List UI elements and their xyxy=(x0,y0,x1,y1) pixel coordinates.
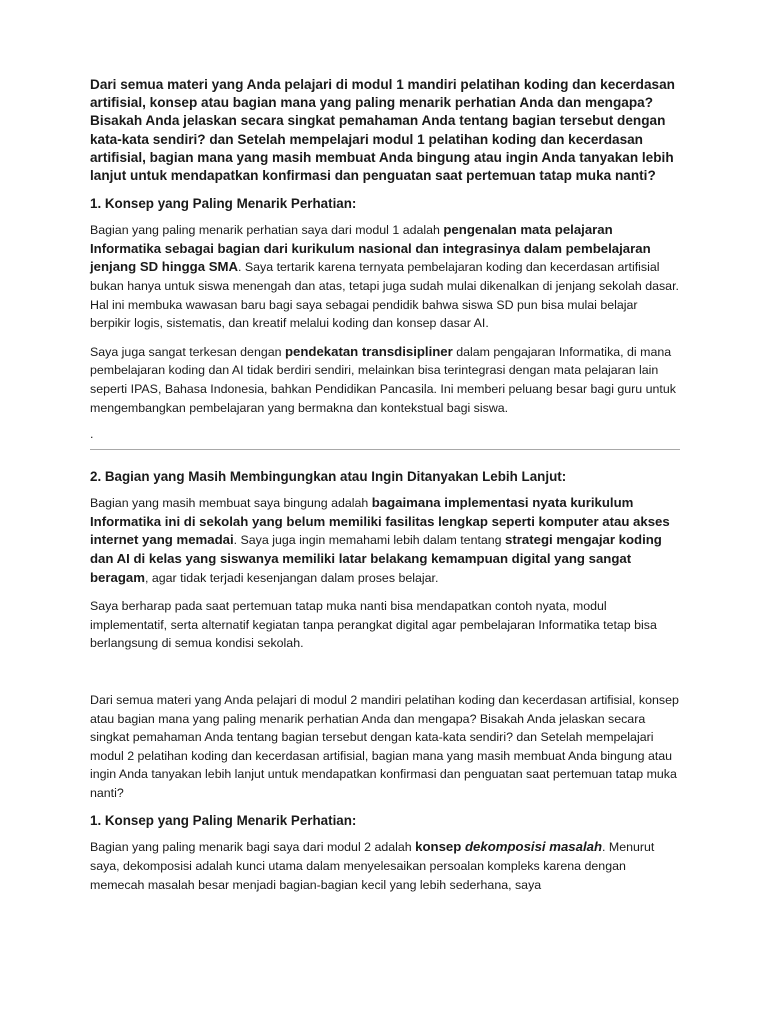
bold-run: pendekatan transdisipliner xyxy=(284,343,453,359)
spacer xyxy=(90,663,680,691)
text-run: dalam pengajaran Informatika, di mana pembelajaran koding dan AI tidak berdiri sendiri, melainkan bisa terintegrasi dengan mata pelajaran lain seperti IPAS, Bahasa Indonesia, bahkan Pendidikan Pancasila. Ini memberi peluang besar bagi guru untuk mengembangkan pembelajaran yang bermakna dan kontekstual bagi siswa. xyxy=(90,344,676,415)
text-run: . Menurut saya, dekomposisi adalah kunci utama dalam menyelesaikan persoalan kompleks karena dengan memecah masalah besar menjadi bagian-bagian kecil yang lebih sederhana, saya xyxy=(90,840,655,892)
bold-run: pengenalan mata pelajaran Informatika sebagai bagian dari kurikulum nasional dan integrasinya dalam pembelajaran jenjang SD hingga SMA xyxy=(90,222,651,275)
bold-run: strategi mengajar koding dan AI di kelas yang siswanya memiliki latar belakang kemampuan digital yang sangat beragam xyxy=(90,532,662,585)
section3-heading: 1. Konsep yang Paling Menarik Perhatian: xyxy=(90,813,357,829)
horizontal-divider xyxy=(90,449,680,450)
bold-italic-run xyxy=(465,839,602,854)
section1-paragraph1 xyxy=(90,221,680,333)
section1-heading: 1. Konsep yang Paling Menarik Perhatian: xyxy=(90,196,357,212)
section2-heading: 2. Bagian yang Masih Membingungkan atau Ingin Ditanyakan Lebih Lanjut: xyxy=(90,469,567,485)
module1-question: Dari semua materi yang Anda pelajari di modul 1 mandiri pelatihan koding dan kecerdasan artifisial, konsep atau bagian mana yang paling menarik perhatian Anda dan mengapa? Bisakah Anda jelaskan secara singkat pemahaman Anda tentang bagian tersebut dengan kata-kata sendiri? dan Setelah mempelajari modul 1 pelatihan koding dan kecerdasan artifisial, bagian mana yang masih membuat Anda bingung atau ingin Anda tanyakan lebih lanjut untuk mendapatkan konfirmasi dan penguatan saat pertemuan tatap muka nanti? xyxy=(90,77,675,184)
text-run: . Saya juga ingin memahami lebih dalam tentang xyxy=(233,533,506,548)
text-run: , agar tidak terjadi kesenjangan dalam proses belajar. xyxy=(144,570,439,585)
section2-paragraph1 xyxy=(90,494,680,587)
stray-dot: . xyxy=(90,427,94,442)
module2-question: Dari semua materi yang Anda pelajari di modul 2 mandiri pelatihan koding dan kecerdasan artifisial, konsep atau bagian mana yang paling menarik perhatian Anda dan mengapa? Bisakah Anda jelaskan secara singkat pemahaman Anda tentang bagian tersebut dengan kata-kata sendiri? dan Setelah mempelajari modul 2 pelatihan koding dan kecerdasan artifisial, bagian mana yang masih membuat Anda bingung atau ingin Anda tanyakan lebih lanjut untuk mendapatkan konfirmasi dan penguatan saat pertemuan tatap muka nanti? xyxy=(90,692,679,800)
section1-paragraph2 xyxy=(90,343,680,417)
text-run: Bagian yang paling menarik perhatian saya dari modul 1 adalah xyxy=(90,223,444,238)
section2-paragraph2: Saya berharap pada saat pertemuan tatap muka nanti bisa mendapatkan contoh nyata, modul implementatif, serta alternatif kegiatan tanpa perangkat digital agar pembelajaran Informatika tetap bisa berlangsung di semua kondisi sekolah. xyxy=(90,599,657,651)
bold-run: bagaimana implementasi nyata kurikulum Informatika ini di sekolah yang belum memiliki fasilitas lengkap seperti komputer atau akses internet yang memadai xyxy=(90,495,670,548)
document-body xyxy=(90,76,680,904)
text-run: Bagian yang paling menarik bagi saya dari modul 2 adalah xyxy=(90,840,416,855)
section3-paragraph1 xyxy=(90,838,680,894)
text-run: . Saya tertarik karena ternyata pembelajaran koding dan kecerdasan artifisial bukan hanya untuk siswa menengah dan atas, tetapi juga sudah mulai dikenalkan di jenjang sekolah dasar. Hal ini membuka wawasan baru bagi saya sebagai pendidik bahwa siswa SD pun bisa mulai belajar berpikir logis, sistematis, dan kreatif melalui koding dan konsep dasar AI. xyxy=(90,260,679,331)
text-run: Bagian yang masih membuat saya bingung adalah xyxy=(90,496,372,511)
text-run: Saya juga sangat terkesan dengan xyxy=(90,344,285,359)
italic-run: dekomposisi masalah xyxy=(464,839,603,855)
bold-run: konsep xyxy=(415,839,465,855)
